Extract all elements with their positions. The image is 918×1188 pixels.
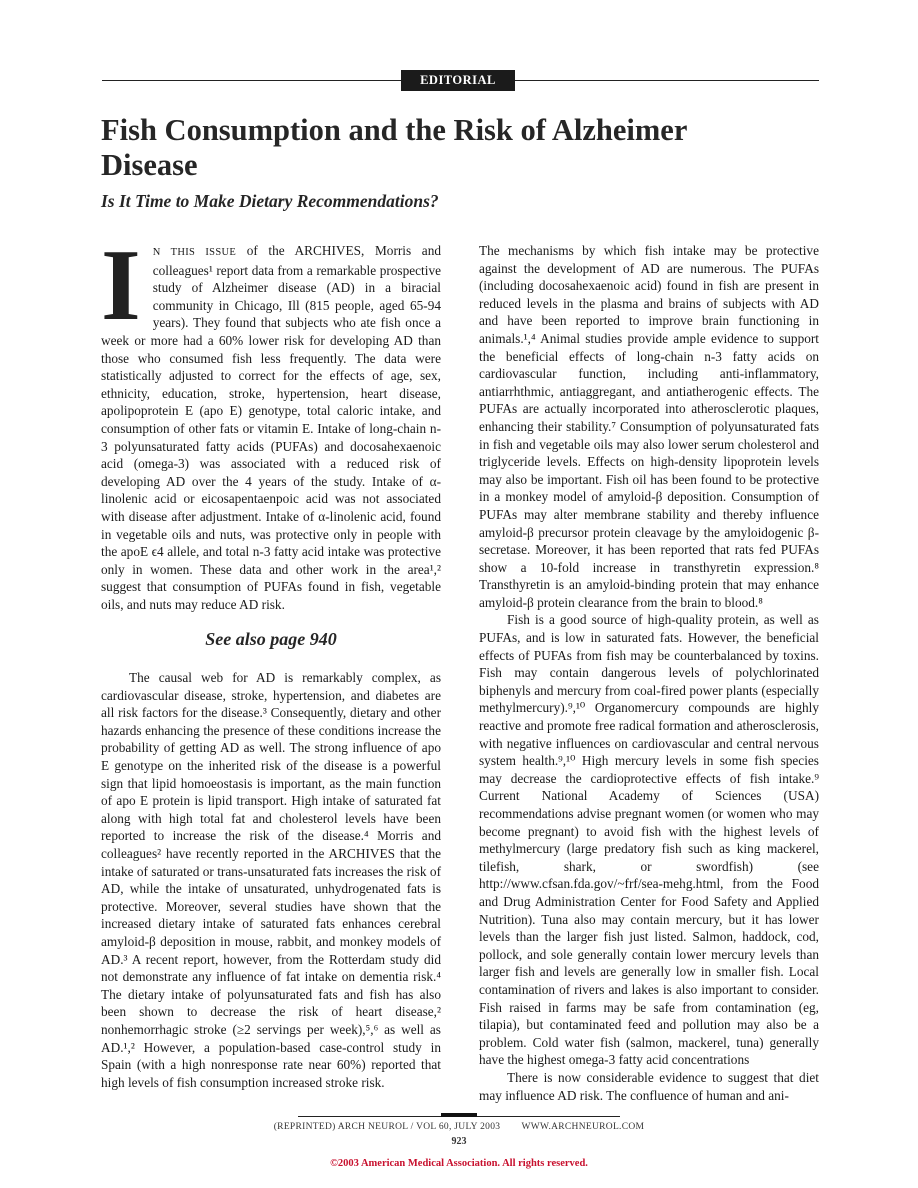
intro-paragraph <box>101 229 441 613</box>
see-also-callout: See also page 940 <box>205 629 337 650</box>
section-tag: EDITORIAL <box>401 70 515 91</box>
right-column <box>479 242 819 1104</box>
intro-text: of the ARCHIVES, Morris and colleagues¹ report data from a remarkable prospective study of Alzheimer disease (AD) in a biracial community in Chicago, Ill (815 people, aged 65-94 years). They found that subjects who ate fish once a week or more had a 60% lower risk for developing AD than those who consumed fish less frequently. The data were statistically adjusted to correct for the effects of age, sex, ethnicity, education, stroke, hypertension, heart disease, apolipoprotein E (apo E) genotype, total caloric intake, and consumption of other fats or vitamin E. Intake of long-chain n-3 polyunsaturated fatty acids (PUFAs) and docosahexaenoic acid (omega-3) was associated with a reduced risk of developing AD over the 4 years of the study. Intake of α-linolenic acid or eicosapentaenpoic acid was not associated with disease after adjustment. Intake of α-linolenic acid, found in vegetable oils and nuts, was protective only in people with the apoE ϵ4 allele, and total n-3 fatty acid intake was protective only in women. These data and other work in the area¹,² suggest that consumption of PUFAs found in fish, vegetable oils, and nuts may reduce AD risk. <box>101 243 441 612</box>
body-paragraph: The mechanisms by which fish intake may be protective against the development of AD are numerous. The PUFAs (including docosahexaenoic acid) found in fish are present in reduced levels in the plasma and brains of subjects with AD and have been reported to improve brain functioning in animals.¹,⁴ Animal studies provide ample evidence to support the beneficial effects of long-chain n-3 fatty acids on cardiovascular function, including anti-inflammatory, antiarrhthmic, antiaggregant, and antiatherogenic effects. The PUFAs are actually incorporated into atherosclerotic plaques, enhancing their stability.⁷ Consumption of polyunsaturated fats in fish and vegetable oils may also lower serum cholesterol and triglyceride levels. Effects on high-density lipoprotein levels may also be important. Fish oil has been found to be protective in a monkey model of amyloid-β deposition. Consumption of PUFAs may alter membrane stability and thereby influence amyloid-β precursor protein cleavage by the amyloidogenic β-secretase. Moreover, it has been reported that rats fed PUFAs show a 10-fold increase in transthyretin expression.⁸ Transthyretin is an amyloid-binding protein that may enhance amyloid-β protein clearance from the brain to blood.⁸ <box>479 243 819 610</box>
copyright-notice: ©2003 American Medical Association. All rights reserved. <box>330 1158 588 1169</box>
body-paragraph: There is now considerable evidence to suggest that diet may influence AD risk. The confluence of human and ani- <box>479 1069 819 1103</box>
left-column <box>101 229 441 1091</box>
body-paragraph: The causal web for AD is remarkably complex, as cardiovascular disease, stroke, hypertension, and diabetes are all risk factors for the disease.³ Consequently, dietary and other hazards enhancing the presence of these conditions increase the probability of getting AD as well. The strong influence of apo E genotype on the inherited risk of the disease is a powerful sign that lipid homoeostasis is important, as the main function of apo E protein is lipid transport. High intake of saturated fat along with high total fat and cholesterol levels have been reported to increase the risk of the disease.⁴ Morris and colleagues² have recently reported in the ARCHIVES that the intake of saturated or trans-unsaturated fats increases the risk of AD, while the intake of unsaturated, unhydrogenated fats is protective. Moreover, several studies have shown that the increased dietary intake of saturated fats enhances cerebral amyloid-β deposition in mouse, rabbit, and monkey models of AD.³ A recent report, however, from the Rotterdam study did not demonstrate any influence of fat intake on dementia risk.⁴ The dietary intake of polyunsaturated fats and fish has also been shown to decrease the risk of heart disease,² nonhemorrhagic stroke (≥2 servings per week),⁵,⁶ as well as AD.¹,² However, a population-based case-control study in Spain (with a high nonresponse rate near 60%) reported that high levels of fish consumption increased stroke risk. <box>101 670 441 1090</box>
article-title: Fish Consumption and the Risk of Alzheimer Disease <box>101 113 687 182</box>
drop-cap: I <box>101 229 141 342</box>
page-number: 923 <box>451 1136 467 1147</box>
article-subtitle: Is It Time to Make Dietary Recommendations? <box>101 191 439 211</box>
footer-mark <box>441 1113 477 1117</box>
body-paragraph: Fish is a good source of high-quality protein, as well as PUFAs, and is low in saturated fats. However, the beneficial effects of PUFAs from fish may be counterbalanced by toxins. Fish may contain dangerous levels of polychlorinated biphenyls and mercury from coal-fired power plants (especially methylmercury).⁹,¹⁰ Organomercury compounds are highly reactive and promote free radical formation and atherosclerosis, with negative influences on cardiovascular and central nervous system health.⁹,¹⁰ High mercury levels in some fish species may decrease the cardioprotective effects of fish intake.⁹ Current National Academy of Sciences (USA) recommendations advise pregnant women (or women who may become pregnant) to avoid fish with the highest levels of methylmercury (large predatory fish such as king mackerel, tilefish, shark, or swordfish) (see http://www.cfsan.fda.gov/~frf/sea-mehg.html, from the Food and Drug Administration Center for Food Safety and Applied Nutrition). Tuna also may contain mercury, but it has lower levels than the larger fish just listed. Salmon, haddock, cod, pollock, and sole generally contain lower mercury levels than larger fish and levels are generally low in smaller fish. Local contamination of rivers and lakes is also important to consider. Fish raised in farms may be safe from contamination (eg, tilapia), but contaminated feed and pollution may also be a problem. Cold water fish (salmon, mackerel, tuna) generally have the highest omega-3 fatty acid concentrations <box>479 612 819 1068</box>
lead-in: N THIS ISSUE <box>152 247 237 258</box>
footer-citation: (REPRINTED) ARCH NEUROL / VOL 60, JULY 2003 WWW.ARCHNEUROL.COM <box>273 1122 645 1132</box>
